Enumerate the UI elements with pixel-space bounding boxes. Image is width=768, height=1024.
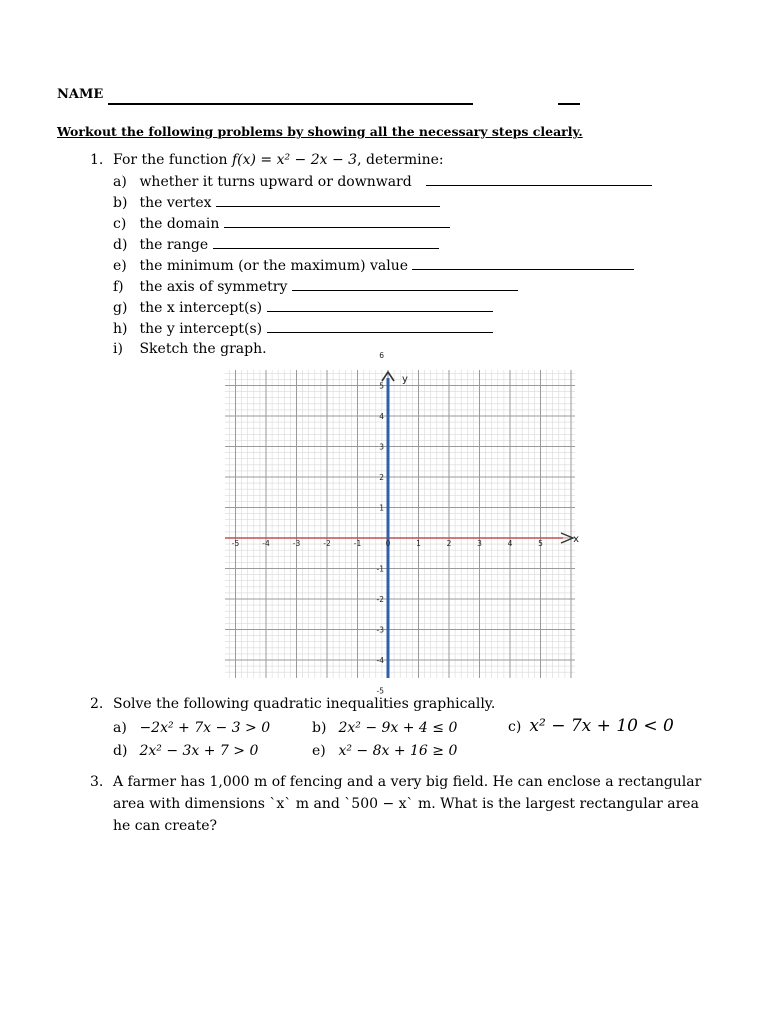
answer-blank-d[interactable] [213, 236, 439, 249]
x-tick-label: 1 [416, 539, 421, 548]
y-tick-label: -3 [376, 625, 384, 635]
answer-blank-a[interactable] [426, 173, 652, 186]
q2-expr: 2x² − 3x + 7 > 0 [139, 743, 259, 759]
answer-blank-c[interactable] [224, 215, 450, 228]
x-tick-label: -5 [231, 539, 240, 548]
x-tick-label: -3 [292, 539, 301, 548]
y-tick-label: -4 [376, 656, 384, 665]
q2-item-d [113, 743, 258, 759]
q2-item-label: e) [312, 743, 326, 759]
q1-item-g [113, 299, 493, 316]
q1-item-text: the x intercept(s) [139, 300, 263, 316]
q2-item-b [312, 720, 457, 736]
y-tick-label: 1 [379, 503, 384, 513]
x-tick-label: -2 [323, 539, 331, 548]
q1-item-label: i) [113, 341, 123, 357]
name-label: NAME [57, 87, 104, 102]
x-tick-label: -1 [353, 539, 362, 548]
q2-item-label: d) [113, 743, 128, 759]
coordinate-grid[interactable] [225, 351, 579, 696]
q1-item-label: b) [113, 195, 128, 211]
answer-blank-g[interactable] [267, 299, 493, 312]
answer-blank-e[interactable] [412, 257, 634, 270]
q2-expr: x² − 8x + 16 ≥ 0 [338, 743, 458, 759]
q2-number: 2. [90, 696, 104, 712]
q1-item-d [113, 236, 439, 253]
q1-intro-suffix: , determine: [357, 152, 444, 168]
q1-item-label: h) [113, 321, 128, 337]
short-input-line[interactable] [558, 103, 580, 105]
q1-item-label: e) [113, 258, 127, 274]
q2-expr: x² − 7x + 10 < 0 [529, 716, 674, 736]
q2-text: Solve the following quadratic inequalities graphically. [113, 696, 496, 712]
y-tick-label: 2 [379, 473, 384, 482]
q3-line-3: he can create? [113, 818, 217, 834]
q1-item-text: the range [139, 237, 209, 253]
q2-expr: −2x² + 7x − 3 > 0 [139, 720, 271, 736]
y-tick-label: -1 [376, 564, 384, 574]
y-axis-label: y [402, 374, 408, 385]
y-tick-label: -5 [376, 686, 384, 696]
q1-item-label: f) [113, 279, 124, 295]
x-tick-label: -4 [262, 539, 270, 548]
q1-item-label: d) [113, 237, 128, 253]
q1-item-text: whether it turns upward or downward [139, 174, 412, 190]
q2-item-label: a) [113, 720, 127, 736]
answer-blank-f[interactable] [292, 278, 518, 291]
q1-number: 1. [90, 152, 104, 168]
q2-item-a [113, 720, 270, 736]
x-tick-label: 3 [477, 539, 482, 548]
q2-item-label: c) [508, 719, 522, 735]
q2-item-e [312, 743, 457, 759]
x-tick-label: 4 [507, 539, 513, 548]
q1-item-h [113, 320, 493, 337]
q1-item-text: the y intercept(s) [139, 321, 263, 337]
q1-item-text: the axis of symmetry [139, 279, 288, 295]
instructions: Workout the following problems by showing all the necessary steps clearly. [57, 124, 583, 139]
q1-item-text: the minimum (or the maximum) value [139, 258, 409, 274]
x-tick-label: 0 [385, 539, 391, 548]
q3-line-1: A farmer has 1,000 m of fencing and a very big field. He can enclose a rectangular [113, 774, 702, 790]
q3-line-2: area with dimensions `x` m and `500 − x` m. What is the largest rectangular area [113, 796, 699, 812]
q3-number: 3. [90, 774, 104, 790]
q1-item-e [113, 257, 634, 274]
x-tick-label: 5 [538, 539, 543, 548]
q1-function: f(x) = x² − 2x − 3 [231, 152, 358, 168]
q2-expr: 2x² − 9x + 4 ≤ 0 [338, 720, 458, 736]
q1-intro [113, 152, 444, 168]
q1-intro-prefix: For the function [113, 152, 228, 168]
q1-item-c [113, 215, 450, 232]
q1-item-text: the vertex [139, 195, 212, 211]
answer-blank-h[interactable] [267, 320, 493, 333]
tick-labels [232, 351, 579, 696]
q1-item-label: g) [113, 300, 128, 316]
q1-item-f [113, 278, 518, 295]
y-tick-label: 4 [379, 412, 384, 421]
q1-item-b [113, 194, 440, 211]
q2-item-c [508, 716, 674, 736]
q1-item-i [113, 341, 267, 357]
name-input-line[interactable] [108, 103, 473, 105]
q1-item-text: the domain [139, 216, 220, 232]
q1-item-label: c) [113, 216, 127, 232]
axes [225, 372, 573, 678]
y-tick-label: 3 [379, 442, 384, 452]
y-tick-label: -2 [376, 595, 384, 604]
q2-item-label: b) [312, 720, 327, 736]
q1-item-a [113, 173, 652, 190]
x-axis-label: x [573, 534, 579, 545]
answer-blank-b[interactable] [216, 194, 440, 207]
y-tick-label: 5 [379, 381, 384, 391]
q1-item-label: a) [113, 174, 127, 190]
q1-item-text: Sketch the graph. [139, 341, 267, 357]
x-tick-label: 2 [446, 539, 452, 548]
y-tick-label: 6 [379, 351, 384, 360]
